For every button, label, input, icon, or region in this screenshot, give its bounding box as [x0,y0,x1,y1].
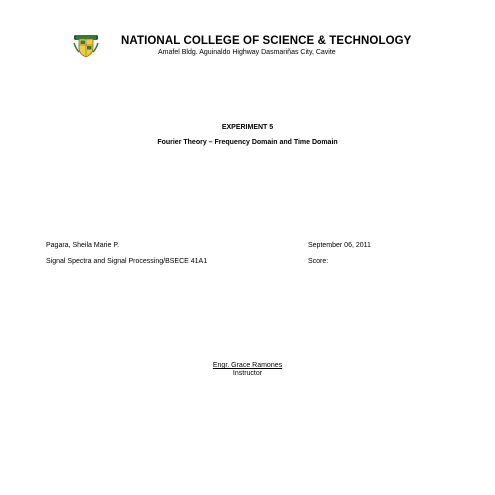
instructor-name: Engr. Grace Ramones [212,362,283,369]
experiment-title: EXPERIMENT 5 [221,124,274,131]
school-name: NATIONAL COLLEGE OF SCIENCE & TECHNOLOGY [121,35,412,47]
score-label: Score: [308,258,329,265]
instructor-title: Instructor [232,370,263,377]
school-seal-icon [71,33,101,59]
submission-date: September 06, 2011 [308,242,371,249]
school-address: Amafel Bldg. Aguinaldo Highway Dasmariñas City, Cavite [158,49,336,56]
student-name: Pagara, Sheila Marie P. [46,242,120,249]
experiment-subtitle: Fourier Theory – Frequency Domain and Time Domain [157,139,338,146]
course-section: Signal Spectra and Signal Processing/BSECE 41A1 [46,258,208,265]
